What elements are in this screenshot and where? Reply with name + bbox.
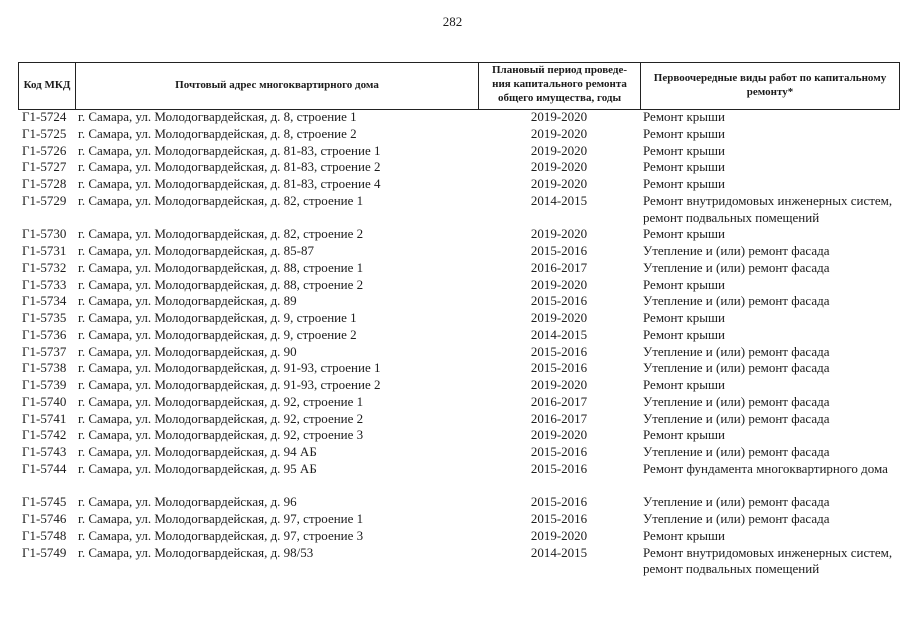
work-types-cell: Ремонт крыши [643,176,725,191]
work-types-cell: Ремонт внутридомовых инженерных систем, ремонт подвальных помещений [643,192,893,225]
repair-period-cell: 2014-2015 [530,192,588,208]
table-row [18,109,904,126]
table-row [18,461,904,495]
work-types-cell: Утепление и (или) ремонт фасада [643,393,830,409]
work-types-cell: Ремонт крыши [643,310,725,325]
mkd-code-cell: Г1-5728 [22,176,67,191]
address-cell: г. Самара, ул. Молодогвардейская, д. 88, строение 2 [78,276,364,292]
work-types-cell: Утепление и (или) ремонт фасада [643,259,830,275]
mkd-code-cell: Г1-5735 [22,310,67,325]
mkd-code-cell: Г1-5726 [22,142,67,158]
mkd-code-cell: Г1-5744 [22,460,67,476]
mkd-code-cell: Г1-5746 [22,511,67,526]
mkd-code-cell: Г1-5737 [22,343,67,359]
repair-period-cell: 2015-2016 [530,293,588,309]
repair-period-cell: 2019-2020 [530,276,588,292]
table-header [18,62,900,110]
repair-period-cell: 2019-2020 [530,176,588,191]
address-cell: г. Самара, ул. Молодогвардейская, д. 96 [78,494,297,510]
mkd-code-cell: Г1-5734 [22,293,67,309]
mkd-code-cell: Г1-5736 [22,326,67,342]
work-types-cell: Утепление и (или) ремонт фасада [643,511,830,526]
table-row [18,411,904,428]
table-row [18,226,904,243]
address-cell: г. Самара, ул. Молодогвардейская, д. 82, строение 2 [78,226,364,242]
work-types-cell: Утепление и (или) ремонт фасада [643,360,830,376]
table-row [18,511,904,528]
repair-period-cell: 2015-2016 [530,460,588,476]
address-cell: г. Самара, ул. Молодогвардейская, д. 81-83, строение 2 [78,159,381,175]
mkd-code-cell: Г1-5740 [22,393,67,409]
repair-period-cell: 2015-2016 [530,343,588,359]
header-work-types [640,63,900,109]
header-address-label: Почтовый адрес многоквартирного дома [175,78,379,91]
table-row [18,126,904,143]
work-types-cell: Утепление и (или) ремонт фасада [643,343,830,359]
table-row [18,360,904,377]
address-cell: г. Самара, ул. Молодогвардейская, д. 91-93, строение 2 [78,377,381,392]
repair-period-cell: 2015-2016 [530,243,588,258]
address-cell: г. Самара, ул. Молодогвардейская, д. 81-83, строение 1 [78,142,381,158]
mkd-code-cell: Г1-5749 [22,544,67,560]
mkd-code-cell: Г1-5748 [22,527,67,543]
work-types-cell: Ремонт крыши [643,527,725,543]
header-repair-period-line: Плановый период проведе- [491,64,628,76]
table-row [18,394,904,411]
work-types-cell: Ремонт крыши [643,326,725,342]
mkd-code-cell: Г1-5733 [22,276,67,292]
repair-period-cell: 2015-2016 [530,511,588,526]
mkd-code-cell: Г1-5731 [22,243,67,258]
work-types-cell: Ремонт крыши [643,109,725,124]
table-row [18,344,904,361]
header-mkd-code-label: Код МКД [23,78,71,91]
address-cell: г. Самара, ул. Молодогвардейская, д. 91-93, строение 1 [78,360,381,376]
header-address [75,63,478,109]
table-row [18,277,904,294]
address-cell: г. Самара, ул. Молодогвардейская, д. 82, строение 1 [78,192,364,208]
repair-period-cell: 2019-2020 [530,527,588,543]
address-cell: г. Самара, ул. Молодогвардейская, д. 97, строение 1 [78,511,364,526]
work-types-cell: Ремонт крыши [643,159,725,175]
work-types-cell: Ремонт крыши [643,125,725,141]
table-row [18,176,904,193]
table-row [18,427,904,444]
repair-period-cell: 2019-2020 [530,310,588,325]
table-row [18,260,904,277]
table-row [18,193,904,227]
mkd-code-cell: Г1-5739 [22,377,67,392]
work-types-cell: Утепление и (или) ремонт фасада [643,243,830,258]
repair-period-cell: 2014-2015 [530,544,588,560]
address-cell: г. Самара, ул. Молодогвардейская, д. 92, строение 2 [78,410,364,426]
repair-period-cell: 2016-2017 [530,410,588,426]
header-work-types-line: ремонту* [746,86,794,98]
table-row [18,243,904,260]
header-repair-period [478,63,640,109]
address-cell: г. Самара, ул. Молодогвардейская, д. 88, строение 1 [78,259,364,275]
repair-period-cell: 2019-2020 [530,125,588,141]
table-row [18,444,904,461]
work-types-cell: Ремонт крыши [643,377,725,392]
header-mkd-code [18,63,75,109]
repair-period-cell: 2014-2015 [530,326,588,342]
work-types-cell: Ремонт крыши [643,276,725,292]
table-row [18,494,904,511]
repair-period-cell: 2019-2020 [530,226,588,242]
table-row [18,545,904,579]
mkd-code-cell: Г1-5743 [22,444,67,459]
repair-period-cell: 2016-2017 [530,393,588,409]
header-repair-period-line: общего имущества, годы [497,92,622,104]
table-row [18,528,904,545]
table-row [18,159,904,176]
address-cell: г. Самара, ул. Молодогвардейская, д. 92, строение 1 [78,393,364,409]
table-row [18,310,904,327]
work-types-cell: Утепление и (или) ремонт фасада [643,444,830,459]
work-types-cell: Утепление и (или) ремонт фасада [643,293,830,309]
repair-period-cell: 2019-2020 [530,109,588,124]
address-cell: г. Самара, ул. Молодогвардейская, д. 9, строение 1 [78,310,357,325]
address-cell: г. Самара, ул. Молодогвардейская, д. 97, строение 3 [78,527,364,543]
work-types-cell: Ремонт фундамента многоквартирного дома [643,460,888,476]
repair-period-cell: 2015-2016 [530,360,588,376]
address-cell: г. Самара, ул. Молодогвардейская, д. 94 АБ [78,444,317,459]
mkd-code-cell: Г1-5745 [22,494,67,510]
repair-period-cell: 2016-2017 [530,259,588,275]
mkd-code-cell: Г1-5727 [22,159,67,175]
mkd-code-cell: Г1-5741 [22,410,67,426]
table-row [18,377,904,394]
page-number: 282 [442,14,463,29]
repair-period-cell: 2019-2020 [530,159,588,175]
header-repair-period-line: ния капитального ремонта [492,78,627,90]
repair-period-cell: 2015-2016 [530,494,588,510]
table-row [18,143,904,160]
address-cell: г. Самара, ул. Молодогвардейская, д. 9, строение 2 [78,326,357,342]
mkd-code-cell: Г1-5729 [22,192,67,208]
address-cell: г. Самара, ул. Молодогвардейская, д. 8, строение 2 [78,125,357,141]
address-cell: г. Самара, ул. Молодогвардейская, д. 98/53 [78,544,314,560]
address-cell: г. Самара, ул. Молодогвардейская, д. 85-87 [78,243,315,258]
address-cell: г. Самара, ул. Молодогвардейская, д. 92, строение 3 [78,427,364,443]
repair-period-cell: 2015-2016 [530,444,588,459]
mkd-code-cell: Г1-5725 [22,125,67,141]
table-row [18,293,904,310]
work-types-cell: Утепление и (или) ремонт фасада [643,494,830,510]
work-types-cell: Ремонт внутридомовых инженерных систем, ремонт подвальных помещений [643,544,893,577]
mkd-code-cell: Г1-5724 [22,109,67,124]
mkd-code-cell: Г1-5742 [22,427,67,443]
address-cell: г. Самара, ул. Молодогвардейская, д. 8, строение 1 [78,109,357,124]
address-cell: г. Самара, ул. Молодогвардейская, д. 95 АБ [78,460,317,476]
address-cell: г. Самара, ул. Молодогвардейская, д. 90 [78,343,297,359]
address-cell: г. Самара, ул. Молодогвардейская, д. 89 [78,293,297,309]
header-work-types-line: Первоочередные виды работ по капитальному [653,72,887,84]
mkd-code-cell: Г1-5730 [22,226,67,242]
work-types-cell: Ремонт крыши [643,427,725,443]
repair-period-cell: 2019-2020 [530,142,588,158]
mkd-code-cell: Г1-5732 [22,259,67,275]
work-types-cell: Ремонт крыши [643,226,725,242]
address-cell: г. Самара, ул. Молодогвардейская, д. 81-83, строение 4 [78,176,381,191]
table-body [18,109,904,578]
repair-period-cell: 2019-2020 [530,427,588,443]
work-types-cell: Утепление и (или) ремонт фасада [643,410,830,426]
mkd-code-cell: Г1-5738 [22,360,67,376]
repair-period-cell: 2019-2020 [530,377,588,392]
work-types-cell: Ремонт крыши [643,142,725,158]
table-row [18,327,904,344]
